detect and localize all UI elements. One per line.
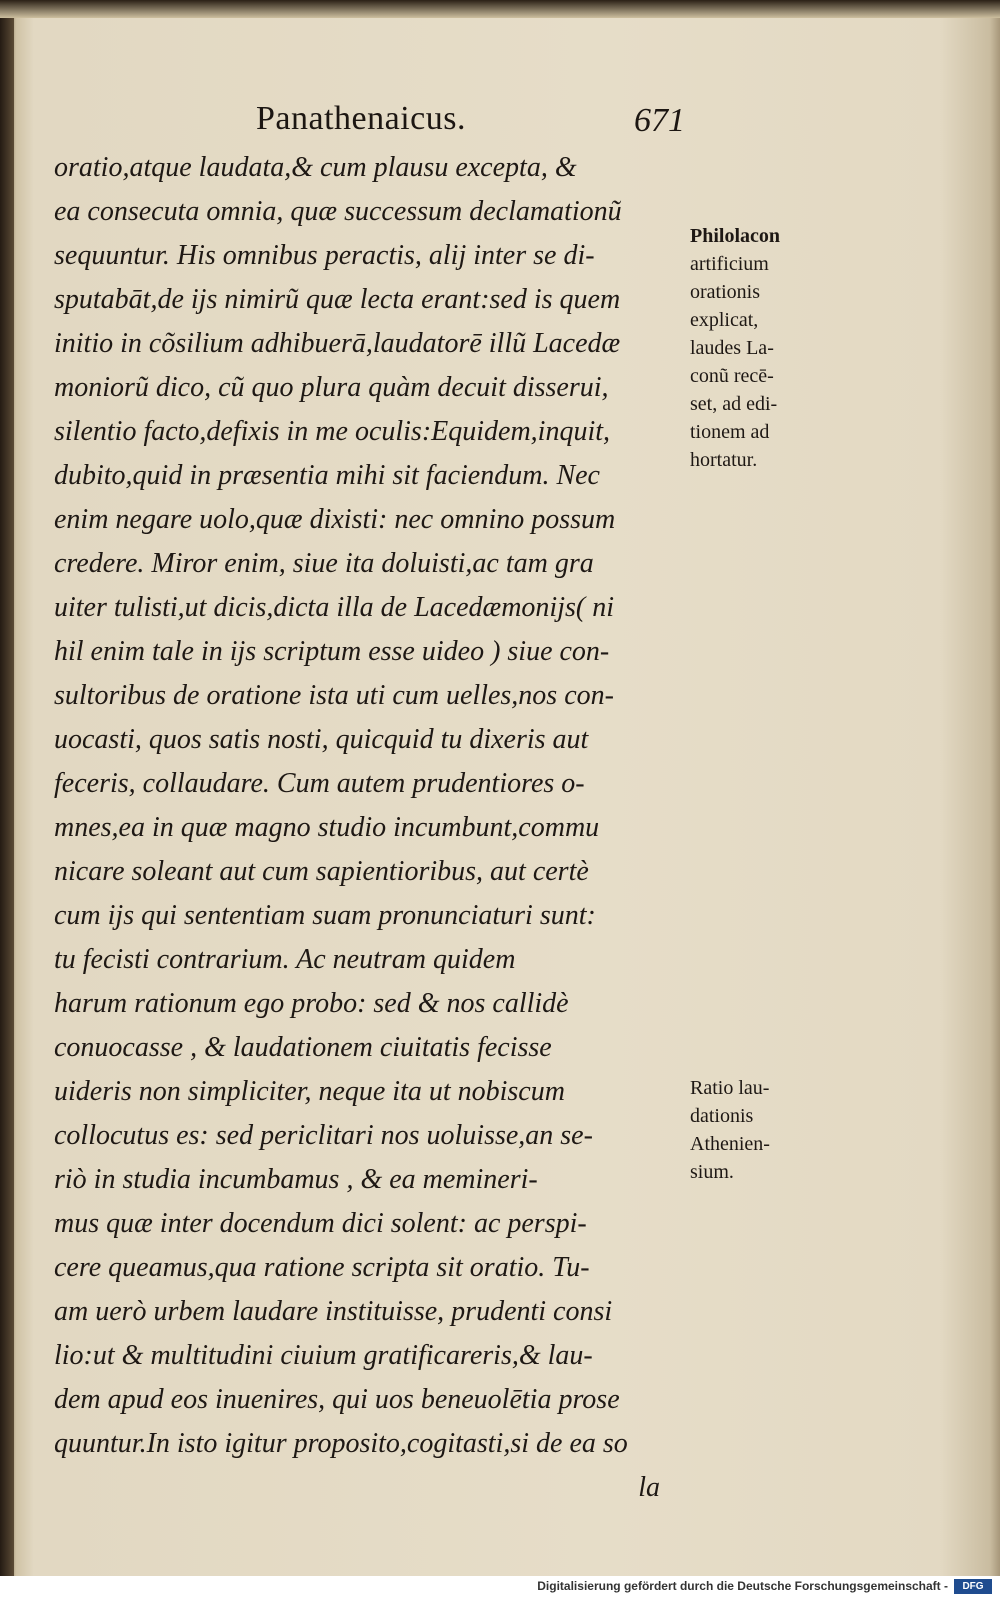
note-line: artificium (690, 253, 769, 275)
text-line: sultoribus de oratione ista uti cum uelles,nos con- (54, 680, 614, 711)
catchword: la (638, 1472, 660, 1503)
note-line: sium. (690, 1161, 734, 1183)
text-line: riò in studia incumbamus , & ea memineri- (54, 1164, 538, 1195)
text-line: sequuntur. His omnibus peractis, alij inter se di- (54, 240, 595, 271)
text-line: enim negare uolo,quæ dixisti: nec omnino possum (54, 504, 616, 535)
text-line: sputabāt,de ijs nimirũ quæ lecta erant:sed is quem (54, 284, 621, 315)
text-line: conuocasse , & laudationem ciuitatis fecisse (54, 1032, 552, 1063)
text-line: lio:ut & multitudini ciuium gratificareris,& lau- (54, 1340, 593, 1371)
text-line: quuntur.In isto igitur proposito,cogitasti,si de ea so (54, 1428, 628, 1459)
note-line: Philolacon (690, 225, 781, 247)
text-line: collocutus es: sed periclitari nos uoluisse,an se- (54, 1120, 593, 1151)
note-line: tionem ad (690, 421, 770, 443)
text-line: initio in cõsilium adhibuerā,laudatorē illũ Lacedæ (54, 328, 621, 359)
note-line: conũ recē- (690, 365, 774, 387)
text-line: harum rationum ego probo: sed & nos callidè (54, 988, 569, 1019)
text-line: credere. Miror enim, siue ita doluisti,ac tam gra (54, 548, 594, 579)
note-line: dationis (690, 1105, 754, 1127)
text-line: dubito,quid in præsentia mihi sit faciendum. Nec (54, 460, 600, 491)
text-line: mus quæ inter docendum dici solent: ac perspi- (54, 1208, 587, 1239)
text-line: uiter tulisti,ut dicis,dicta illa de Lacedæmonijs( ni (54, 592, 614, 623)
book-spine (0, 0, 14, 1598)
footer-credit: Digitalisierung gefördert durch die Deutsche Forschungsgemeinschaft - (537, 1579, 948, 1593)
text-line: oratio,atque laudata,& cum plausu excepta, & (54, 152, 577, 183)
digitization-footer (0, 1576, 1000, 1598)
text-line: mnes,ea in quæ magno studio incumbunt,commu (54, 812, 600, 843)
text-line: nicare soleant aut cum sapientioribus, aut certè (54, 856, 589, 887)
text-line: ea consecuta omnia, quæ successum declamationũ (54, 196, 622, 227)
text-line: tu fecisti contrarium. Ac neutram quidem (54, 944, 516, 975)
text-line: hil enim tale in ijs scriptum esse uideo ) siue con- (54, 636, 610, 667)
running-title: Panathenaicus. (256, 100, 466, 137)
text-line: uocasti, quos satis nosti, quicquid tu dixeris aut (54, 724, 589, 755)
note-line: Athenien- (690, 1133, 770, 1155)
text-line: moniorũ dico, cũ quo plura quàm decuit disserui, (54, 372, 609, 403)
text-line: silentio facto,defixis in me oculis:Equidem,inquit, (54, 416, 611, 447)
text-line: cere queamus,qua ratione scripta sit oratio. Tu- (54, 1252, 590, 1283)
text-line: uideris non simpliciter, neque ita ut nobiscum (54, 1076, 565, 1107)
text-line: dem apud eos inuenires, qui uos beneuolētia prose (54, 1384, 620, 1415)
page-number: 671 (634, 102, 685, 139)
note-line: explicat, (690, 309, 759, 331)
note-line: orationis (690, 281, 760, 303)
page-header (60, 100, 700, 144)
main-text-block (54, 146, 694, 1510)
note-line: hortatur. (690, 449, 758, 471)
marginal-note-philolacon (690, 222, 830, 474)
dfg-logo-icon: DFG (954, 1579, 992, 1594)
marginal-note-ratio (690, 1074, 830, 1186)
text-line: cum ijs qui sententiam suam pronunciaturi sunt: (54, 900, 596, 931)
text-line: feceris, collaudare. Cum autem prudentiores o- (54, 768, 585, 799)
page-top-edge (0, 0, 1000, 18)
note-line: laudes La- (690, 337, 774, 359)
text-line: am uerò urbem laudare instituisse, prudenti consi (54, 1296, 613, 1327)
note-line: Ratio lau- (690, 1077, 770, 1099)
note-line: set, ad edi- (690, 393, 778, 415)
